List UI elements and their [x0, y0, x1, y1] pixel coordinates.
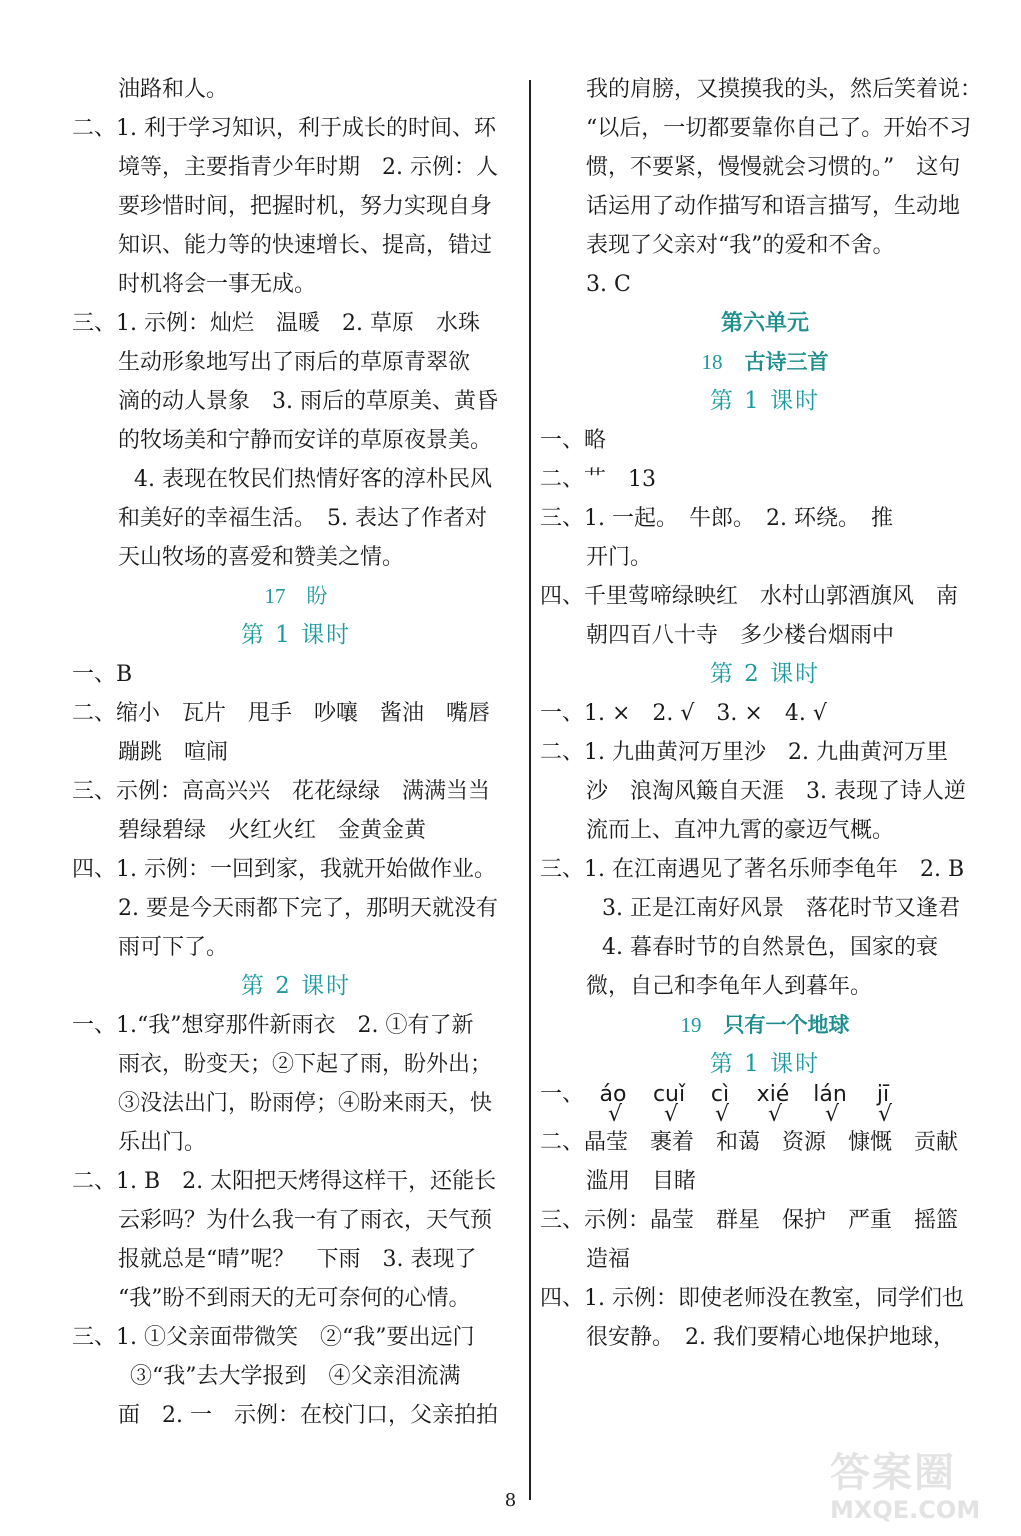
check-mark: √: [824, 1102, 840, 1127]
text-line: 很安静。 2. 我们要精心地保护地球，: [586, 1325, 955, 1350]
session-heading: 第 2 课时: [709, 661, 821, 687]
text-line: 云彩吗？为什么我一有了雨衣，天气预: [118, 1208, 493, 1233]
text-line: 碧绿碧绿 火红火红 金黄金黄: [118, 818, 427, 843]
text-line: 时机将会一事无成。: [118, 272, 317, 297]
text-line: 造福: [586, 1247, 631, 1272]
text-line: ③“我”去大学报到 ④父亲泪流满: [130, 1364, 461, 1389]
left-column: [72, 70, 520, 1435]
check-mark: √: [877, 1102, 893, 1127]
text-line: 朝四百八十寺 多少楼台烟雨中: [586, 623, 895, 648]
text-line: 三、示例：高高兴兴 花花绿绿 满满当当: [72, 779, 491, 804]
pinyin-item: jī: [876, 1082, 890, 1107]
check-row: [540, 1102, 990, 1127]
text-line: 知识、能力等的快速增长、提高，错过: [118, 233, 493, 258]
text-line: 二、1. 九曲黄河万里沙 2. 九曲黄河万里: [540, 740, 948, 765]
text-line: 乐出门。: [118, 1130, 207, 1155]
text-line: 二、1. B 2. 太阳把天烤得这样干，还能长: [72, 1169, 497, 1194]
item-prefix: 一、: [540, 1082, 585, 1107]
column-divider: [529, 80, 531, 1500]
text-line: 蹦跳 喧闹: [118, 740, 229, 765]
text-line: 面 2. 一 示例：在校门口，父亲拍拍: [118, 1403, 498, 1428]
text-line: 二、晶莹 裹着 和蔼 资源 慷慨 贡献: [540, 1130, 959, 1155]
text-line: 二、艹 13: [540, 467, 656, 492]
check-mark: √: [663, 1102, 679, 1127]
text-line: 滥用 目睹: [586, 1169, 697, 1194]
lesson-number: 18: [701, 350, 723, 374]
watermark-url: MXQE.COM: [830, 1496, 981, 1524]
lesson-title: [540, 343, 990, 382]
right-column: [540, 70, 990, 1357]
text-line: 一、B: [72, 662, 133, 687]
text-line: 一、略: [540, 428, 607, 453]
text-line: 报就总是“晴”呢？ 下雨 3. 表现了: [118, 1247, 477, 1272]
page-number: 8: [504, 1490, 517, 1511]
text-line: 流而上、直冲九霄的豪迈气概。: [586, 818, 895, 843]
text-line: 三、1. 一起。 牛郎。 2. 环绕。 推: [540, 506, 893, 531]
session-heading: 第 1 课时: [240, 622, 352, 648]
text-line: 生动形象地写出了雨后的草原青翠欲: [118, 350, 471, 375]
check-mark: √: [607, 1102, 623, 1127]
session-heading: 第 1 课时: [709, 1051, 821, 1077]
text-line: 4. 暮春时节的自然景色，国家的衰: [602, 935, 938, 960]
text-line: 四、1. 示例：即使老师没在教室，同学们也: [540, 1286, 964, 1311]
text-line: 4. 表现在牧民们热情好客的淳朴民风: [134, 467, 492, 492]
pinyin-item: cuǐ: [652, 1082, 686, 1107]
text-line: 微，自己和李龟年人到暮年。: [586, 974, 873, 999]
text-line: 一、1. × 2. √ 3. × 4. √: [540, 701, 827, 726]
text-line: 开门。: [586, 545, 653, 570]
text-line: 四、千里莺啼绿映红 水村山郭酒旗风 南: [540, 584, 959, 609]
check-mark: √: [714, 1102, 730, 1127]
text-line: 和美好的幸福生活。 5. 表达了作者对: [118, 506, 487, 531]
text-line: 表现了父亲对“我”的爱和不舍。: [586, 233, 895, 258]
text-line: 雨衣，盼变天；②下起了雨，盼外出；: [118, 1052, 493, 1077]
lesson-name: 古诗三首: [744, 350, 829, 374]
watermark-logo: [830, 1450, 1010, 1530]
text-line: 二、1. 利于学习知识，利于成长的时间、环: [72, 116, 496, 141]
text-line: 四、1. 示例：一回到家，我就开始做作业。: [72, 857, 496, 882]
unit-title: 第六单元: [720, 311, 809, 336]
text-line: 滴的动人景象 3. 雨后的草原美、黄昏: [118, 389, 498, 414]
text-line: “我”盼不到雨天的无可奈何的心情。: [118, 1286, 471, 1311]
text-line: 三、示例：晶莹 群星 保护 严重 摇篮: [540, 1208, 959, 1233]
text-line: 3. 正是江南好风景 落花时节又逢君: [602, 896, 960, 921]
text-line: 三、1. 在江南遇见了著名乐师李龟年 2. B: [540, 857, 965, 882]
text-line: 我的肩膀，又摸摸我的头，然后笑着说：: [586, 77, 983, 102]
text-line: 三、1. 示例：灿烂 温暖 2. 草原 水珠: [72, 311, 480, 336]
text-line: 天山牧场的喜爱和赞美之情。: [118, 545, 405, 570]
text-line: 三、1. ①父亲面带微笑 ②“我”要出远门: [72, 1325, 475, 1350]
lesson-title: [540, 1006, 990, 1045]
session-heading: 第 2 课时: [240, 973, 352, 999]
text-line: 雨可下了。: [118, 935, 229, 960]
text-line: 二、缩小 瓦片 甩手 吵嚷 酱油 嘴唇: [72, 701, 491, 726]
text-line: 的牧场美和宁静而安详的草原夜景美。: [118, 428, 493, 453]
lesson-heading: 17 盼: [264, 584, 328, 608]
text-line: 沙 浪淘风簸自天涯 3. 表现了诗人逆: [586, 779, 966, 804]
check-mark: √: [767, 1102, 783, 1127]
text-line: “以后，一切都要靠你自己了。开始不习: [586, 116, 972, 141]
text-line: 一、1.“我”想穿那件新雨衣 2. ①有了新: [72, 1013, 474, 1038]
lesson-number: 19: [680, 1013, 702, 1037]
text-line: 境等，主要指青少年时期 2. 示例：人: [118, 155, 498, 180]
text-line: 惯，不要紧，慢慢就会习惯的。” 这句: [586, 155, 961, 180]
lesson-name: 只有一个地球: [723, 1013, 850, 1037]
text-line: ③没法出门，盼雨停；④盼来雨天，快: [118, 1091, 493, 1116]
text-line: 3. C: [586, 272, 631, 297]
text-line: 2. 要是今天雨都下完了，那明天就没有: [118, 896, 498, 921]
pinyin-item: cì: [710, 1082, 730, 1107]
watermark-text: 答案圈: [830, 1450, 956, 1496]
text-line: 油路和人。: [118, 77, 229, 102]
pinyin-item: áo: [599, 1082, 627, 1107]
pinyin-item: lán: [813, 1082, 847, 1107]
text-line: 要珍惜时间，把握时机，努力实现自身: [118, 194, 493, 219]
session-heading: 第 1 课时: [709, 388, 821, 414]
text-line: 话运用了动作描写和语言描写，生动地: [586, 194, 961, 219]
pinyin-item: xié: [756, 1082, 790, 1107]
lesson-title: [72, 577, 520, 616]
